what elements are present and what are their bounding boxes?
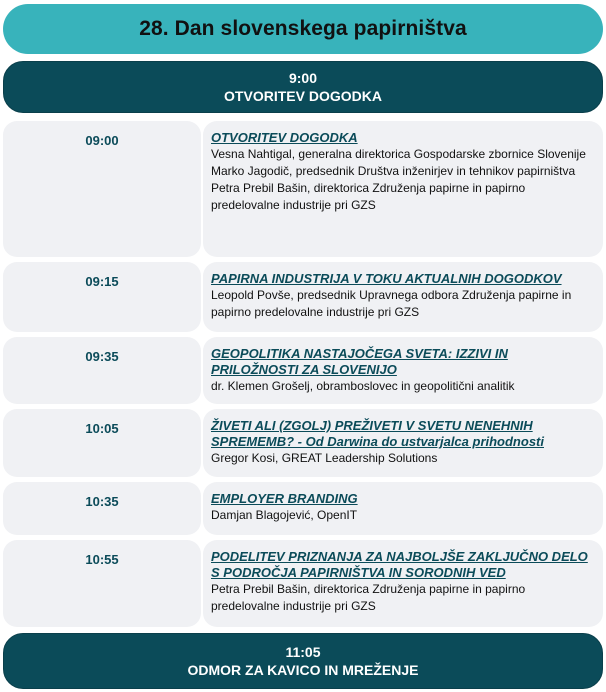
session-time: 10:55 <box>3 540 201 627</box>
page-title: 28. Dan slovenskega papirništva <box>3 4 603 54</box>
speaker: dr. Klemen Grošelj, obramboslovec in geopolitični analitik <box>211 379 515 393</box>
session-content <box>203 262 603 332</box>
session-time: 10:35 <box>3 482 201 535</box>
session-content <box>203 337 603 404</box>
session-title-link[interactable]: EMPLOYER BRANDING <box>211 491 358 506</box>
session-title-link[interactable]: PODELITEV PRIZNANJA ZA NAJBOLJŠE ZAKLJUČNO DELO S PODROČJA PAPIRNIŠTVA IN SORODNIH VED <box>211 549 588 580</box>
session-content <box>203 121 603 257</box>
agenda-row <box>3 337 603 404</box>
session-time: 09:15 <box>3 262 201 332</box>
speaker: Gregor Kosi, GREAT Leadership Solutions <box>211 451 438 465</box>
session-title-link[interactable]: PAPIRNA INDUSTRIJA V TOKU AKTUALNIH DOGODKOV <box>211 271 562 286</box>
agenda-row <box>3 540 603 627</box>
break-block <box>3 633 603 689</box>
session-title-link[interactable]: GEOPOLITIKA NASTAJOČEGA SVETA: IZZIVI IN PRILOŽNOSTI ZA SLOVENIJO <box>211 346 508 377</box>
speaker: Leopold Povše, predsednik Upravnega odbora Združenja papirne in papirno predelovalne industrije pri GZS <box>211 288 572 319</box>
session-content <box>203 409 603 477</box>
break-time: 11:05 <box>285 644 321 660</box>
speaker: Damjan Blagojević, OpenIT <box>211 508 358 522</box>
session-title-link[interactable]: OTVORITEV DOGODKA <box>211 130 358 145</box>
session-content <box>203 482 603 535</box>
session-content <box>203 540 603 627</box>
opening-label: OTVORITEV DOGODKA <box>224 88 382 104</box>
opening-time: 9:00 <box>288 70 318 86</box>
break-label: ODMOR ZA KAVICO IN MREŽENJE <box>187 662 419 678</box>
session-time: 10:05 <box>3 409 201 477</box>
agenda-row <box>3 409 603 477</box>
agenda-row <box>3 121 603 257</box>
speaker: Petra Prebil Bašin, direktorica Združenja papirne in papirno predelovalne industrije pri GZS <box>211 582 526 613</box>
speaker: Petra Prebil Bašin, direktorica Združenja papirne in papirno predelovalne industrije pri GZS <box>211 181 526 212</box>
session-time: 09:00 <box>3 121 201 257</box>
session-title-link[interactable]: ŽIVETI ALI (ZGOLJ) PREŽIVETI V SVETU NENEHNIH SPREMEMB? - Od Darwina do ustvarjalca prihodnosti <box>211 418 544 449</box>
agenda-row <box>3 482 603 535</box>
opening-block <box>3 61 603 113</box>
session-time: 09:35 <box>3 337 201 404</box>
speaker: Vesna Nahtigal, generalna direktorica Gospodarske zbornice Slovenije <box>211 147 586 161</box>
speaker: Marko Jagodič, predsednik Društva inženirjev in tehnikov papirništva <box>211 164 576 178</box>
agenda-row <box>3 262 603 332</box>
